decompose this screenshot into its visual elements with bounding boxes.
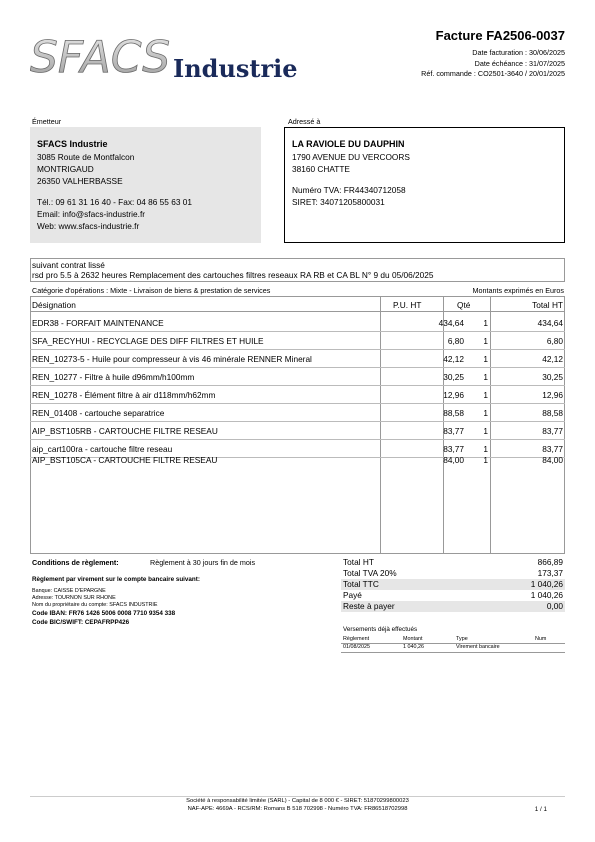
due-date: Date échéance : 31/07/2025 <box>474 58 565 68</box>
emetteur-city: MONTRIGAUD <box>37 164 94 174</box>
payment-amount: 1 040,26 <box>403 644 424 650</box>
emetteur-web: Web: www.sfacs-industrie.fr <box>37 221 140 231</box>
payment-date: 01/08/2025 <box>343 644 370 650</box>
currency-note: Montants exprimés en Euros <box>472 286 564 295</box>
invoice-meta <box>421 48 565 80</box>
emetteur-email: Email: info@sfacs-industrie.fr <box>37 209 146 219</box>
payment-conditions-label: Conditions de règlement: <box>32 558 119 567</box>
header-quantity: Qté <box>457 300 471 310</box>
row-unit-price: 83,77 <box>443 426 464 436</box>
emetteur-phone: Tél.: 09 61 31 16 40 - Fax: 04 86 55 63 01 <box>37 197 192 207</box>
destinataire-city: 38160 CHATTE <box>292 164 350 174</box>
paid-row <box>341 590 565 601</box>
total-label: Reste à payer <box>343 601 395 611</box>
header-unit-price: P.U. HT <box>393 300 422 310</box>
operations-category: Catégorie d'opérations : Mixte - Livraison de biens & prestation de services <box>32 286 271 295</box>
items-table-header <box>30 296 565 312</box>
footer-divider <box>30 796 565 797</box>
payments-label: Versements déjà effectués <box>343 626 418 633</box>
payment-conditions-value: Règlement à 30 jours fin de mois <box>150 558 256 567</box>
row-designation: EDR38 - FORFAIT MAINTENANCE <box>32 318 164 328</box>
total-label: Total TVA 20% <box>343 568 397 578</box>
row-unit-price: 84,00 <box>443 455 464 465</box>
footer-legal-2: NAF-APE: 4669A - RCS/RM: Romans B 518 702998 - Numéro TVA: FR86518702998 <box>187 806 408 812</box>
invoice-date: Date facturation : 30/06/2025 <box>472 48 565 57</box>
row-total: 83,77 <box>542 426 563 436</box>
page-number: 1 / 1 <box>534 806 547 813</box>
logo-text: SFACS <box>30 32 170 80</box>
row-total: 84,00 <box>542 455 563 465</box>
table-row <box>30 422 565 440</box>
row-designation: REN_10273-5 - Huile pour compresseur à vis 46 minérale RENNER Mineral <box>32 354 312 364</box>
header-designation: Désignation <box>32 300 76 310</box>
row-quantity: 1 <box>483 372 488 382</box>
total-label: Payé <box>343 590 362 600</box>
row-quantity: 1 <box>483 444 488 454</box>
sfacs-logo <box>30 30 170 80</box>
total-value: 1 040,26 <box>530 579 563 589</box>
row-designation: AIP_BST105RB - CARTOUCHE FILTRE RESEAU <box>32 426 218 436</box>
destinataire-siret: SIRET: 34071205800031 <box>292 197 385 207</box>
total-ttc-row <box>341 579 565 590</box>
row-total: 434,64 <box>537 318 563 328</box>
remaining-row <box>341 601 565 612</box>
total-label: Total HT <box>343 557 374 567</box>
table-row <box>30 386 565 404</box>
total-value: 866,89 <box>537 557 563 567</box>
destinataire-address: 1790 AVENUE DU VERCOORS <box>292 152 410 162</box>
row-total: 83,77 <box>542 444 563 454</box>
table-row <box>30 350 565 368</box>
row-quantity: 1 <box>483 408 488 418</box>
row-designation: SFA_RECYHUI - RECYCLAGE DES DIFF FILTRES ET HUILE <box>32 336 264 346</box>
brand-name: Industrie <box>173 54 298 83</box>
row-total: 6,80 <box>546 336 563 346</box>
row-unit-price: 30,25 <box>443 372 464 382</box>
total-value: 173,37 <box>537 568 563 578</box>
account-owner: Nom du propriétaire du compte: SFACS INDUSTRIE <box>32 602 158 608</box>
total-value: 0,00 <box>546 601 563 611</box>
emetteur-postcode: 26350 VALHERBASSE <box>37 176 123 186</box>
row-quantity: 1 <box>483 354 488 364</box>
payments-header-date: Règlement <box>343 636 370 642</box>
total-ht-row <box>341 557 565 568</box>
row-total: 12,96 <box>542 390 563 400</box>
row-quantity: 1 <box>483 336 488 346</box>
reference-line-1: suivant contrat lissé <box>32 260 105 270</box>
total-value: 1 040,26 <box>530 590 563 600</box>
row-total: 30,25 <box>542 372 563 382</box>
row-designation: REN_10278 - Élément filtre à air d118mm/h62mm <box>32 390 216 400</box>
payment-row <box>341 643 565 653</box>
row-total: 88,58 <box>542 408 563 418</box>
emetteur-label: Émetteur <box>32 117 62 126</box>
row-designation: REN_10277 - Filtre à huile d96mm/h100mm <box>32 372 195 382</box>
destinataire-vat: Numéro TVA: FR44340712058 <box>292 185 406 195</box>
row-unit-price: 88,58 <box>443 408 464 418</box>
invoice-title: Facture FA2506-0037 <box>435 28 565 43</box>
order-ref: Réf. commande : CO2501-3640 / 20/01/2025 <box>421 69 565 78</box>
table-row <box>30 314 565 332</box>
row-quantity: 1 <box>483 390 488 400</box>
row-unit-price: 42,12 <box>443 354 464 364</box>
table-row <box>30 332 565 350</box>
emetteur-address: 3085 Route de Montfalcon <box>37 152 135 162</box>
table-row <box>30 455 565 476</box>
destinataire-name: LA RAVIOLE DU DAUPHIN <box>292 139 405 149</box>
row-unit-price: 12,96 <box>443 390 464 400</box>
row-unit-price: 434,64 <box>438 318 464 328</box>
payments-header-type: Type <box>456 636 468 642</box>
iban: Code IBAN: FR76 1426 5006 0008 7710 9354 338 <box>32 610 176 617</box>
total-label: Total TTC <box>343 579 379 589</box>
emetteur-name: SFACS Industrie <box>37 139 108 149</box>
row-total: 42,12 <box>542 354 563 364</box>
payment-type: Virement bancaire <box>456 644 500 650</box>
row-designation: AIP_BST105CA - CARTOUCHE FILTRE RESEAU <box>32 455 218 465</box>
row-designation: REN_01408 - cartouche separatrice <box>32 408 165 418</box>
table-row <box>30 368 565 386</box>
bank-address: Adresse: TOURNON SUR RHONE <box>32 595 116 601</box>
payments-header-amount: Montant <box>403 636 423 642</box>
bic: Code BIC/SWIFT: CEPAFRPP426 <box>32 619 130 626</box>
row-quantity: 1 <box>483 318 488 328</box>
row-unit-price: 6,80 <box>447 336 464 346</box>
bank-name: Banque: CAISSE D'EPARGNE <box>32 588 106 594</box>
footer-legal-1: Société à responsabilité limitée (SARL) - Capital de 8 000 € - SIRET: 51870299800023 <box>186 798 409 804</box>
destinataire-label: Adressé à <box>288 117 321 126</box>
bank-transfer-label: Règlement par virement sur le compte bancaire suivant: <box>32 576 200 583</box>
table-row <box>30 404 565 422</box>
total-tva-row <box>341 568 565 579</box>
payments-header-num: Num <box>535 636 547 642</box>
header-total: Total HT <box>532 300 563 310</box>
row-quantity: 1 <box>483 455 488 465</box>
reference-line-2: rsd pro 5.5 à 2632 heures Remplacement des cartouches filtres reseaux RA RB et CA BL N° 9 du 05/06/2025 <box>32 270 434 280</box>
row-unit-price: 83,77 <box>443 444 464 454</box>
row-quantity: 1 <box>483 426 488 436</box>
row-designation: aip_cart100ra - cartouche filtre reseau <box>32 444 173 454</box>
